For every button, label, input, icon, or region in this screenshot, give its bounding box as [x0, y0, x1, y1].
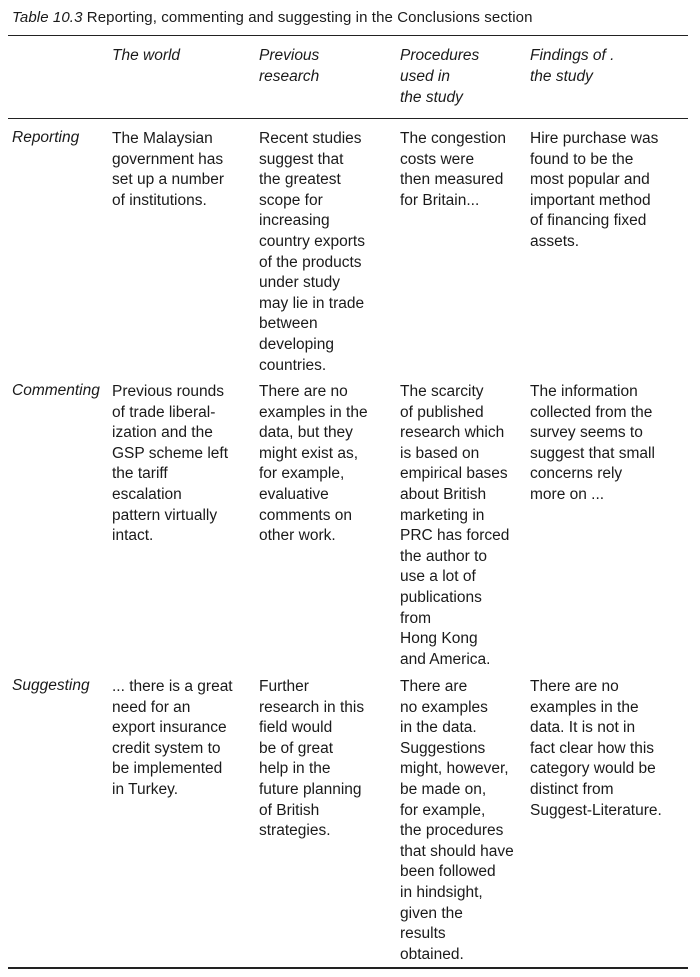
table-cell: The information collected from the survey seems to suggest that small concerns rely more on ...: [530, 383, 655, 503]
table-title: Reporting, commenting and suggesting in the Conclusions section: [86, 9, 533, 26]
row-label-reporting: Reporting: [12, 129, 80, 146]
table-cell: The scarcity of published research which is based on empirical bases about British marketing in PRC has forced the author to use a lot of publications from Hong Kong and America.: [400, 383, 510, 668]
table-cell: Hire purchase was found to be the most popular and important method of financing fixed assets.: [530, 130, 659, 250]
table-cell: Previous rounds of trade liberal- ization and the GSP scheme left the tariff escalation pattern virtually intact.: [112, 383, 229, 545]
table-cell: There are no examples in the data. It is not in fact clear how this category would be distinct from Suggest-Literature.: [530, 678, 662, 819]
row-label-suggesting: Suggesting: [12, 677, 90, 694]
top-rule: [8, 35, 688, 36]
column-header-previous-research: Previous research: [259, 47, 320, 85]
column-header-procedures: Procedures used in the study: [400, 47, 480, 106]
table-cell: Further research in this field would be of great help in the future planning of British strategies.: [259, 678, 365, 840]
table-cell: ... there is a great need for an export insurance credit system to be implemented in Turkey.: [112, 678, 233, 798]
table-cell: The Malaysian government has set up a number of institutions.: [112, 130, 225, 209]
table-cell: Recent studies suggest that the greatest scope for increasing country exports of the products under study may lie in trade between developing countries.: [259, 130, 365, 374]
table-number: Table 10.3: [12, 9, 83, 26]
table-cell: There are no examples in the data, but they might exist as, for example, evaluative comments on other work.: [259, 383, 368, 545]
table-caption: [12, 9, 533, 26]
column-header-findings: Findings of . the study: [530, 47, 615, 85]
row-label-commenting: Commenting: [12, 382, 100, 399]
table-cell: The congestion costs were then measured for Britain...: [400, 130, 506, 209]
table-cell: There are no examples in the data. Suggestions might, however, be made on, for example, the procedures that should have been followed in hindsight, given the results obtained.: [400, 678, 514, 963]
column-header-world: The world: [112, 47, 181, 64]
bottom-rule: [8, 967, 688, 969]
header-rule: [8, 118, 688, 119]
